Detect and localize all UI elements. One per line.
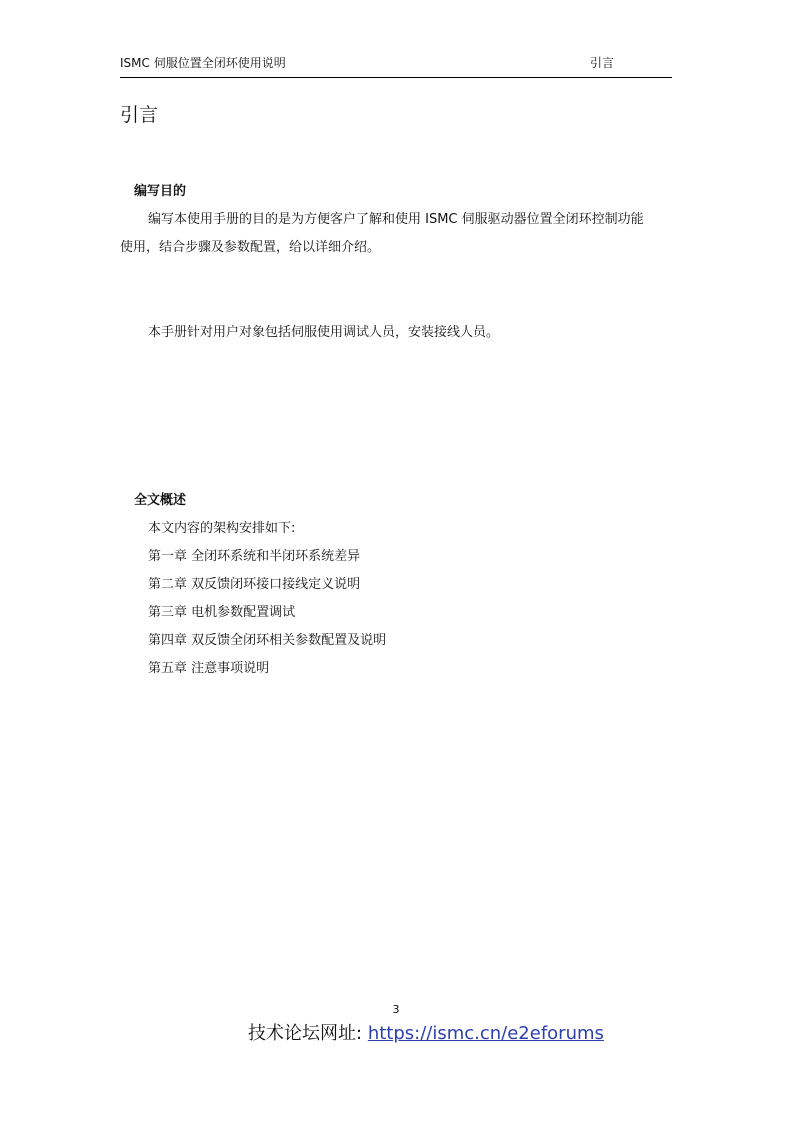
audience-paragraph: 本手册针对用户对象包括伺服使用调试人员，安装接线人员。 [148,325,500,340]
section-heading-overview: 全文概述 [134,493,187,508]
purpose-paragraph-line-1: 编写本使用手册的目的是为方便客户了解和使用 ISMC 伺服驱动器位置全闭环控制功能 [148,212,644,227]
chapter-item: 第三章 电机参数配置调试 [148,605,296,620]
purpose-paragraph-line-2: 使用，结合步骤及参数配置，给以详细介绍。 [120,240,381,255]
header-doc-title: ISMC 伺服位置全闭环使用说明 [120,56,286,70]
chapter-list [148,548,386,688]
overview-intro: 本文内容的架构安排如下: [148,521,296,536]
chapter-item: 第五章 注意事项说明 [148,661,270,676]
chapter-item: 第二章 双反馈闭环接口接线定义说明 [148,577,361,592]
header-divider [120,77,672,78]
chapter-item: 第一章 全闭环系统和半闭环系统差异 [148,549,361,564]
header-section-title: 引言 [590,56,615,70]
chapter-item: 第四章 双反馈全闭环相关参数配置及说明 [148,633,387,648]
page-number: 3 [392,1003,400,1016]
footer [248,1022,604,1046]
footer-label: 技术论坛网址: [248,1023,363,1044]
forum-link[interactable]: https://ismc.cn/e2eforums [367,1023,604,1044]
page-title: 引言 [120,104,159,126]
section-heading-purpose: 编写目的 [134,184,187,199]
